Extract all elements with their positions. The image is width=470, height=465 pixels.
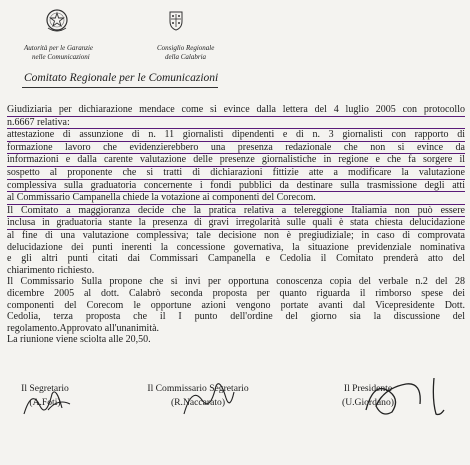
body-line: informazioni e dalla carente valutazione delle presenze giornalistiche in regione e che fa sorgere il [7,154,465,166]
body-line: al Commissario Campanella chiede la votazione ai componenti del Corecom. [7,192,465,205]
body-line: inclusa in graduatoria stante la presenza di gravi irregolarità sulle quali è stata chiesta delucidazione [7,217,465,229]
letterhead-authority [24,44,144,62]
letterhead-left-line-1: Autorità per le Garanzie [24,44,94,52]
body-line: attestazione di assunzione di n. 11 giornalisti dipendenti e di n. 3 giornalisti con rapporto di [7,129,465,141]
body-line: al fine di una valutazione complessiva; tale decisione non è pregiudiziale; in caso di comprovata [7,229,465,241]
document-body [7,104,465,346]
body-line: complessiva sulla graduatoria concernente i fondi pubblici da destinare sulla trasmissione degli atti [7,179,465,191]
body-line: formazione lavoro che evidenzierebbero una presenza redazionale che non si evince da [7,141,465,153]
signature-name: (R.Naccarato) [170,397,226,408]
body-line: chiarimento richiesto. [7,264,95,276]
body-line: regolamento.Approvato all'unanimità. [7,322,160,334]
letterhead-right-line-2: della Calabria [165,53,207,61]
handwritten-signature-icon [176,380,236,420]
letterhead-region [157,44,237,62]
body-line: Il Comitato a maggioranza decide che la pratica relativa a telereggione Italiamia non può essere [7,204,465,216]
body-line: dicembre 2005 al dott. Calabrò seconda proposta per quanto riguarda il rimborso spese dei [7,287,465,299]
body-line: Giudiziaria per dichiarazione mendace come si evince dalla lettera del 4 luglio 2005 con protocollo [7,104,465,115]
body-line: Cedolia, terza proposta che il I punto dell'ordine del giorno sia la discussione del [7,311,465,323]
emblem-icon [44,6,70,34]
body-line: La riunione viene sciolta alle 20,50. [7,334,151,346]
body-line: delucidazione dei punti inerenti la concessione governativa, la situazione previdenziale nominativa [7,241,465,253]
committee-title: Comitato Regionale per le Comunicazioni [24,72,219,84]
signature-name: (U.Giordano) [342,397,394,408]
handwritten-signature-icon [362,370,454,420]
signature-title: Il Presidente [343,383,393,394]
letterhead-left-line-2: nelle Comunicazioni [32,53,90,61]
handwritten-signature-icon [18,384,78,420]
signature-title: Il Segretario [21,383,69,394]
body-line: Il Commissario Sulla propone che si invi per opportuna conoscenza copia del verbale n.2 del 28 [7,276,465,288]
letterhead-right-line-1: Consiglio Regionale [157,44,215,52]
body-line: componenti del Corecom le opportune azioni vengono portate avanti dal Vicepresidente Dott. [7,299,465,311]
signature-name: (A.Foti) [29,397,61,408]
body-line: sospetto al proponente che si tratti di dichiarazioni fittizie atte a modificare la valutazione [7,166,465,178]
body-line: n.6667 relativa: [7,117,465,130]
regional-crest-icon [167,9,185,31]
signature-title: Il Commissario Segretario [147,383,249,394]
title-divider [22,87,218,88]
body-line: e gli altri punti citati dai Commissari Campanella e Cedolia il Comitato prenderà atto del [7,253,465,265]
